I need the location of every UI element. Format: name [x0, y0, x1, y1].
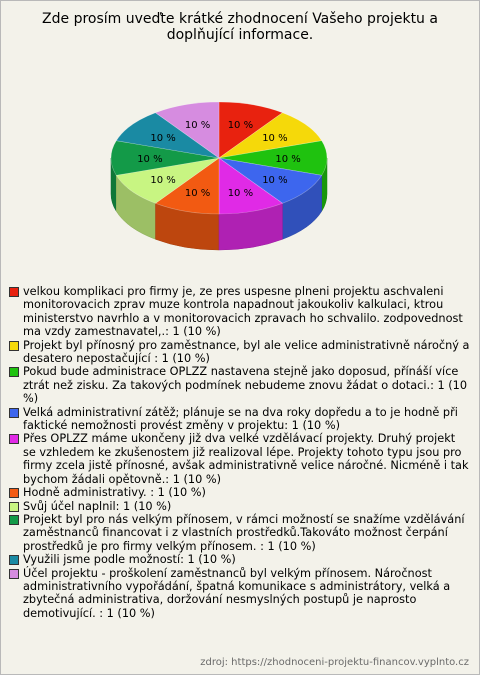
- pie-slice-label-9: 10 %: [150, 132, 176, 144]
- legend-swatch: [9, 569, 19, 579]
- legend-label: Velká administrativní zátěž; plánuje se na dva roky dopředu a to je hodně při faktické nemožnosti provést změny v projektu: 1 (10 %): [23, 405, 458, 433]
- legend: [9, 285, 471, 620]
- pie-slice-label-3: 10 %: [275, 154, 301, 165]
- legend-swatch: [9, 515, 19, 525]
- pie-slice-label-6: 10 %: [184, 188, 211, 200]
- legend-item: [9, 567, 471, 621]
- source-note: zdroj: https://zhodnoceni-projektu-financov.vyplnto.cz: [200, 657, 469, 668]
- legend-label: Projekt byl přínosný pro zaměstnance, byl ale velice administrativně náročný a desatero nepostačující : 1 (10 %): [23, 338, 470, 366]
- legend-swatch: [9, 555, 19, 565]
- pie-slice-label-4: 10 %: [262, 175, 288, 187]
- pie-slice-label-7: 10 %: [150, 175, 176, 187]
- legend-item: [9, 486, 471, 499]
- legend-item: [9, 406, 471, 433]
- legend-item: [9, 513, 471, 553]
- legend-swatch: [9, 341, 19, 351]
- legend-label: Účel projektu - proškolení zaměstnanců byl velkým přínosem. Náročnost administrativního vypořádání, špatná komunikace s administrátory, velká a zbytečná administrativa, doržování nesmyslných postupů je naprosto demotivující. : 1 (10 %): [23, 566, 451, 620]
- chart-title: Zde prosím uveďte krátké zhodnocení Vašeho projektu a doplňující informace.: [42, 11, 438, 43]
- pie-slice-label-10: 10 %: [184, 119, 211, 131]
- pie-slice-label-2: 10 %: [262, 132, 288, 144]
- pie-slice-label-5: 10 %: [227, 188, 254, 200]
- legend-item: [9, 432, 471, 486]
- pie-chart: [1, 56, 480, 266]
- legend-swatch: [9, 434, 19, 444]
- legend-swatch: [9, 488, 19, 498]
- legend-item: [9, 553, 471, 566]
- legend-label: Hodně administrativy. : 1 (10 %): [23, 486, 206, 500]
- legend-item: [9, 500, 471, 513]
- pie-slice-label-1: 10 %: [227, 119, 254, 131]
- legend-item: [9, 339, 471, 366]
- legend-item: [9, 365, 471, 405]
- legend-label: velkou komplikaci pro firmy je, ze pres uspesne plneni projektu aschvaleni monitorovacich zprav muze kontrola napadnout jakoukoliv kalkulaci, ktrou ministerstvo navrhlo a v monitorovacich zpravach ho schvalilo. zodpovednost ma vzdy zamestnavatel,.: 1 (10 %): [23, 285, 463, 339]
- pie-slice-label-8: 10 %: [137, 154, 163, 165]
- legend-swatch: [9, 408, 19, 418]
- legend-swatch: [9, 502, 19, 512]
- legend-label: Pokud bude administrace OPLZZ nastavena stejně jako doposud, přínáší více ztrát než zisku. Za takových podmínek nebudeme znovu žádat o dotaci.: 1 (10 %): [23, 365, 468, 406]
- legend-label: Přes OPLZZ máme ukončeny již dva velké vzdělávací projekty. Druhý projekt se vzhledem ke zkušenostem již realizoval lépe. Projekty tohoto typu jsou pro firmy zcela jistě přínosné, avšak administrativně velice náročné. Nicméně i tak bychom žádali opětovně.: 1 (10 %): [23, 432, 469, 486]
- legend-swatch: [9, 367, 19, 377]
- legend-label: Využili jsme podle možností: 1 (10 %): [23, 553, 236, 567]
- legend-label: Projekt byl pro nás velkým přínosem, v rámci možností se snažíme vzdělávání zaměstnanců financovat i z vlastních prostředků.Takováto možnost čerpání prostředků je pro firmy velkým přínosem. : 1 (10 %): [23, 512, 465, 553]
- legend-item: [9, 285, 471, 339]
- legend-swatch: [9, 287, 19, 297]
- legend-label: Svůj účel naplnil: 1 (10 %): [23, 499, 172, 513]
